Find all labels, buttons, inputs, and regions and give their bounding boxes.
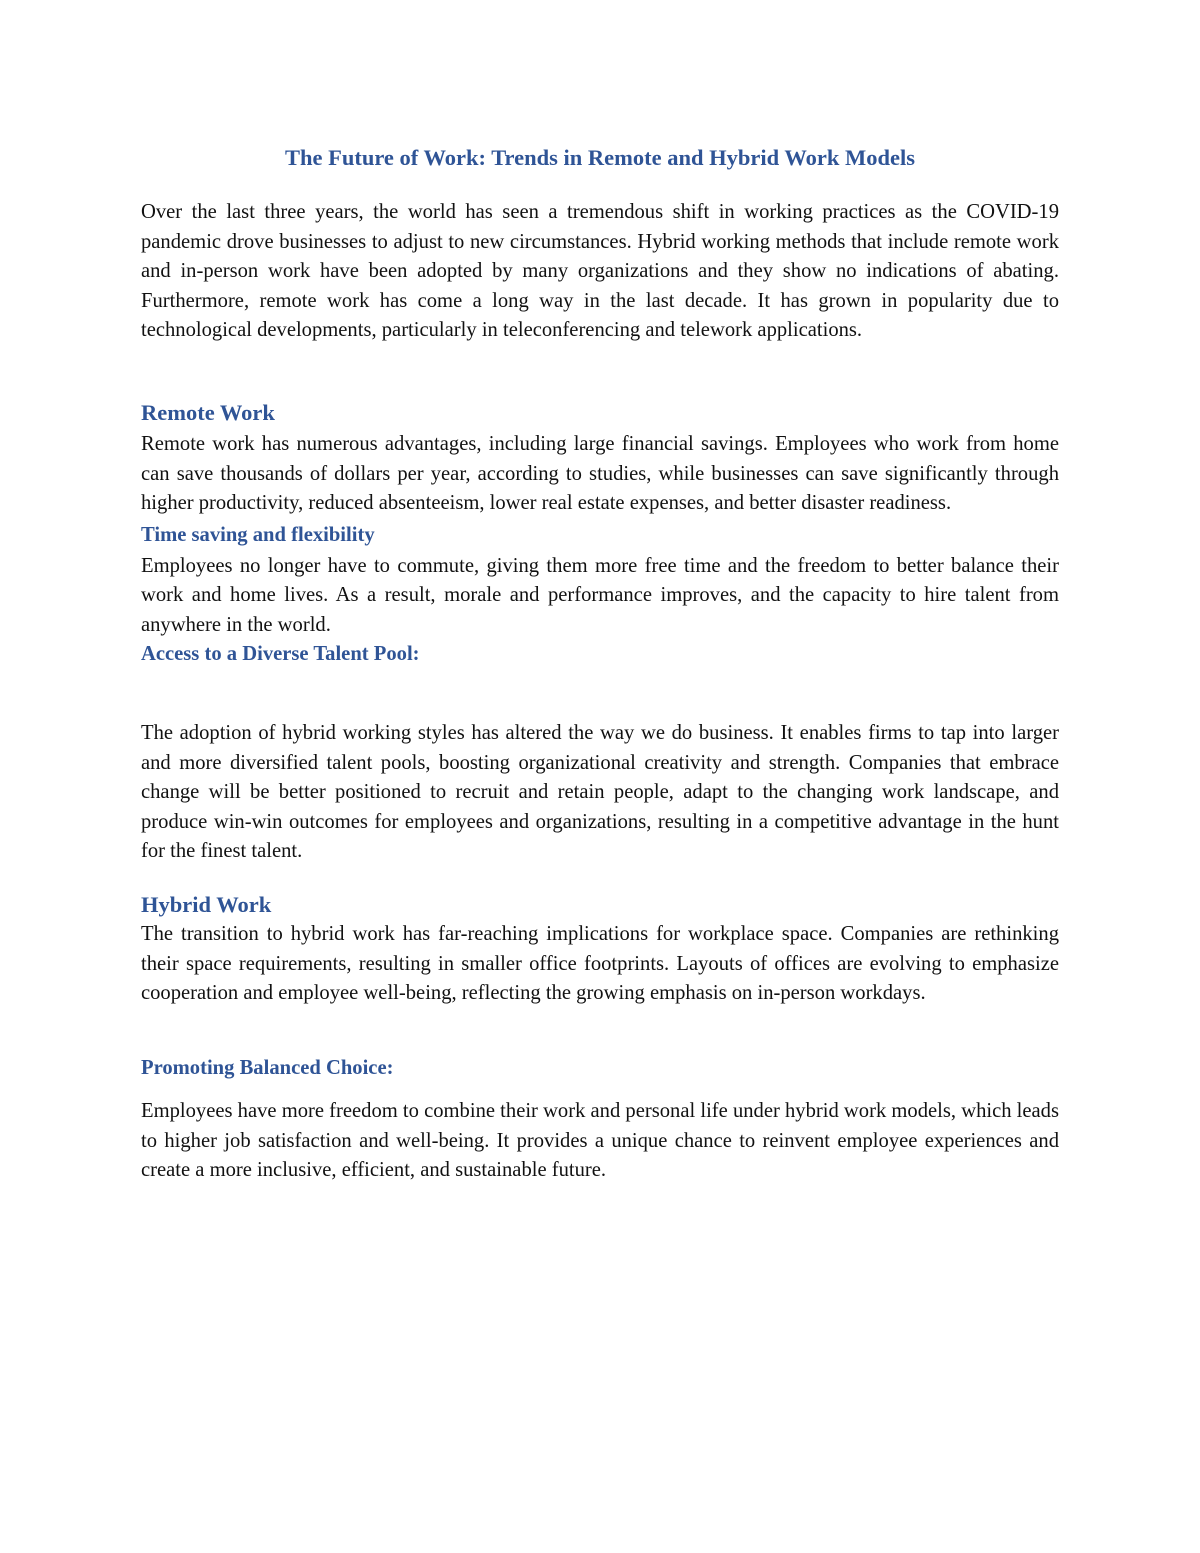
hybrid-work-section: [141, 890, 1059, 1009]
balanced-choice-body: [141, 1097, 1059, 1186]
remote-work-section: [141, 398, 1059, 669]
balanced-choice-section: [141, 1054, 1059, 1083]
hybrid-work-heading: Hybrid Work: [141, 892, 272, 917]
time-saving-paragraph: Employees no longer have to commute, giving them more free time and the freedom to better balance their work and home lives. As a result, morale and performance improves, and the capacity to hire talent from anywhere in the world.: [141, 554, 1059, 636]
balanced-choice-paragraph: Employees have more freedom to combine their work and personal life under hybrid work models, which leads to higher job satisfaction and well-being. It provides a unique chance to reinvent employee experiences and create a more inclusive, efficient, and sustainable future.: [141, 1100, 1059, 1181]
remote-work-paragraph: Remote work has numerous advantages, including large financial savings. Employees who work from home can save thousands of dollars per year, according to studies, while businesses can save significantly through higher productivity, reduced absenteeism, lower real estate expenses, and better disaster readiness.: [141, 433, 1059, 514]
intro-paragraph: Over the last three years, the world has seen a tremendous shift in working practices as the COVID-19 pandemic drove businesses to adjust to new circumstances. Hybrid working methods that include remote work and in-person work have been adopted by many organizations and they show no indications of abating. Furthermore, remote work has come a long way in the last decade. It has grown in popularity due to technological developments, particularly in teleconferencing and telework applications.: [141, 201, 1059, 341]
talent-pool-paragraph: The adoption of hybrid working styles has altered the way we do business. It enables firms to tap into larger and more diversified talent pools, boosting organizational creativity and strength. Companies that embrace change will be better positioned to recruit and retain people, adapt to the changing work landscape, and produce win-win outcomes for employees and organizations, resulting in a competitive advantage in the hunt for the finest talent.: [141, 722, 1059, 862]
balanced-choice-subheading: Promoting Balanced Choice:: [141, 1057, 394, 1079]
document-title: The Future of Work: Trends in Remote and Hybrid Work Models: [284, 145, 916, 170]
time-saving-subheading: Time saving and flexibility: [141, 523, 375, 546]
hybrid-work-paragraph: The transition to hybrid work has far-reaching implications for workplace space. Companies are rethinking their space requirements, resulting in smaller office footprints. Layouts of offices are evolving to emphasize cooperation and employee well-being, reflecting the growing emphasis on in-person workdays.: [141, 923, 1059, 1004]
remote-work-heading: Remote Work: [141, 400, 275, 425]
intro-section: [141, 198, 1059, 346]
talent-pool-section: [141, 719, 1059, 867]
talent-pool-subheading: Access to a Diverse Talent Pool:: [141, 643, 420, 665]
